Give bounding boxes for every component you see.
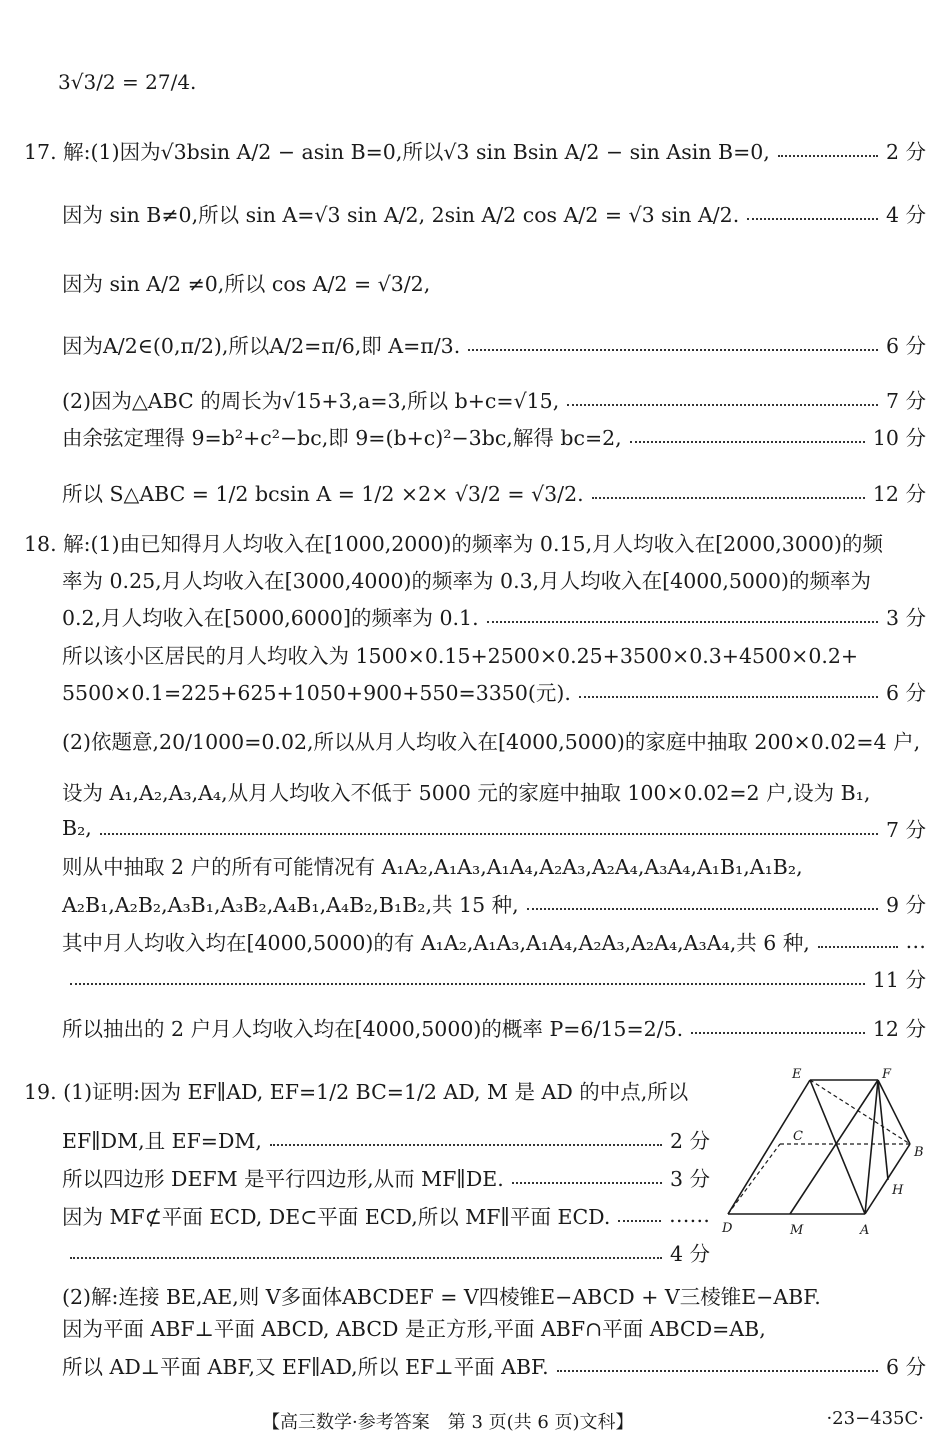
answer-text: 因为平面 ABF⊥平面 ABCD, ABCD 是正方形,平面 ABF∩平面 ABCD=AB,	[62, 1317, 766, 1341]
answer-line-l18j	[62, 883, 926, 923]
answer-text: 其中月人均收入均在[4000,5000)的有 A₁A₂,A₁A₃,A₁A₄,A₂A₃,A₂A₄,A₃A₄,共 6 种,	[62, 931, 810, 955]
answer-line-l17d	[62, 324, 926, 364]
dot-leader	[557, 1370, 878, 1372]
answer-text: 5500×0.1=225+625+1050+900+550=3350(元).	[62, 681, 571, 705]
answer-text: 所以 AD⊥平面 ABF,又 EF∥AD,所以 EF⊥平面 ABF.	[62, 1355, 549, 1379]
label-C: C	[793, 1129, 803, 1144]
answer-line-l18c	[62, 596, 926, 636]
answer-text: 18. 解:(1)由已知得月人均收入在[1000,2000)的频率为 0.15,月人均收入在[2000,3000)的频	[24, 532, 883, 556]
answer-line-l18b	[62, 559, 926, 599]
answer-line-l17f	[62, 416, 926, 456]
edge-MF	[790, 1080, 878, 1214]
answer-text: 由余弦定理得 9=b²+c²−bc,即 9=(b+c)²−3bc,解得 bc=2,	[62, 426, 622, 450]
answer-line-l19e	[62, 1232, 710, 1272]
answer-line-l18e	[62, 671, 926, 711]
answer-line-l18g	[62, 771, 926, 811]
edge-DC	[728, 1144, 780, 1214]
score-label: ……	[669, 1203, 710, 1227]
answer-line-l17a	[24, 130, 926, 170]
score-label: 12 分	[872, 1017, 926, 1041]
answer-text: 率为 0.25,月人均收入在[3000,4000)的频率为 0.3,月人均收入在[4000,5000)的频率为	[62, 569, 872, 593]
answer-text: B₂,	[62, 816, 92, 840]
score-label: 4 分	[669, 1242, 710, 1266]
label-M: M	[790, 1223, 804, 1238]
answer-text: 所以抽出的 2 户月人均收入均在[4000,5000)的概率 P=6/15=2/5.	[62, 1017, 684, 1041]
label-H: H	[892, 1183, 904, 1198]
score-label: 7 分	[885, 818, 926, 842]
page-footer	[0, 1404, 950, 1434]
answer-text: 因为A/2∈(0,π/2),所以A/2=π/6,即 A=π/3.	[62, 334, 461, 358]
score-label: 11 分	[872, 968, 926, 992]
answer-text: 19. (1)证明:因为 EF∥AD, EF=1/2 BC=1/2 AD, M 是 AD 的中点,所以	[24, 1080, 689, 1104]
answer-line-l19c	[62, 1157, 710, 1197]
score-label: 3 分	[669, 1167, 710, 1191]
answer-line-l19d	[62, 1195, 710, 1235]
answer-text: 0.2,月人均收入在[5000,6000]的频率为 0.1.	[62, 606, 479, 630]
answer-text: 则从中抽取 2 户的所有可能情况有 A₁A₂,A₁A₃,A₁A₄,A₂A₃,A₂A₄,A₃A₄,A₁B₁,A₁B₂,	[62, 855, 803, 879]
answer-line-l17c	[62, 262, 926, 302]
dot-leader	[70, 983, 865, 985]
dot-leader	[618, 1220, 661, 1222]
footer-code: ·23−435C·	[826, 1408, 924, 1429]
score-label: 4 分	[885, 203, 926, 227]
score-label: 6 分	[885, 334, 926, 358]
dot-leader	[270, 1144, 662, 1146]
dot-leader	[70, 1257, 662, 1259]
edge-EB	[810, 1080, 910, 1144]
dot-leader	[818, 946, 898, 948]
answer-line-l18l	[62, 958, 926, 998]
edge-DE	[728, 1080, 810, 1214]
answer-text: 所以 S△ABC = 1/2 bcsin A = 1/2 ×2× √3/2 = √3/2.	[62, 482, 584, 506]
answer-text: (2)依题意,20/1000=0.02,所以从月人均收入在[4000,5000)的家庭中抽取 200×0.02=4 户,	[62, 730, 921, 754]
footer-title: 【高三数学·参考答案 第 3 页(共 6 页)文科】	[262, 1412, 634, 1433]
label-D: D	[722, 1221, 733, 1236]
label-A: A	[860, 1223, 870, 1238]
answer-line-l18a	[24, 522, 926, 562]
answer-line-l17e	[62, 379, 926, 419]
score-label: 9 分	[885, 893, 926, 917]
answer-text: 因为 MF⊄平面 ECD, DE⊂平面 ECD,所以 MF∥平面 ECD.	[62, 1205, 611, 1229]
answer-line-l17g	[62, 472, 926, 512]
answer-text: 17. 解:(1)因为√3bsin A/2 − asin B=0,所以√3 sin Bsin A/2 − sin Asin B=0,	[24, 140, 770, 164]
answer-line-l18f	[62, 720, 926, 760]
score-label: 3 分	[885, 606, 926, 630]
edge-FH	[878, 1080, 888, 1180]
answer-text: A₂B₁,A₂B₂,A₃B₁,A₃B₂,A₄B₁,A₄B₂,B₁B₂,共 15 种,	[62, 893, 519, 917]
answer-line-l18i	[62, 845, 926, 885]
dot-leader	[691, 1032, 865, 1034]
dot-leader	[468, 349, 878, 351]
dot-leader	[592, 497, 865, 499]
score-label: 6 分	[885, 681, 926, 705]
dot-leader	[100, 833, 878, 835]
dot-leader	[747, 218, 878, 220]
label-B: B	[914, 1145, 924, 1160]
dot-leader	[527, 908, 878, 910]
answer-text: 所以该小区居民的月人均收入为 1500×0.15+2500×0.25+3500×0.3+4500×0.2+	[62, 644, 859, 668]
top-formula: 3√3/2 = 27/4.	[58, 70, 197, 94]
answer-line-l19h	[62, 1345, 926, 1385]
score-label: 6 分	[885, 1355, 926, 1379]
label-E: E	[792, 1067, 802, 1082]
answer-line-l18d	[62, 634, 926, 674]
dot-leader	[579, 696, 878, 698]
score-label: 10 分	[872, 426, 926, 450]
dot-leader	[487, 621, 878, 623]
dot-leader	[630, 441, 865, 443]
answer-line-l18m	[62, 1007, 926, 1047]
answer-text: (2)解:连接 BE,AE,则 V多面体ABCDEF = V四棱锥E−ABCD + V三棱锥E−ABF.	[62, 1285, 821, 1309]
answer-line-l19g	[62, 1307, 926, 1347]
answer-text: EF∥DM,且 EF=DM,	[62, 1129, 262, 1153]
geometry-figure	[720, 1060, 935, 1240]
answer-text: (2)因为△ABC 的周长为√15+3,a=3,所以 b+c=√15,	[62, 389, 560, 413]
score-label: 7 分	[885, 389, 926, 413]
label-F: F	[882, 1067, 892, 1082]
answer-line-l18k	[62, 921, 926, 961]
answer-line-l17b	[62, 193, 926, 233]
dot-leader	[778, 155, 878, 157]
answer-text: 因为 sin B≠0,所以 sin A=√3 sin A/2, 2sin A/2 cos A/2 = √3 sin A/2.	[62, 203, 740, 227]
answer-line-l19b	[62, 1119, 710, 1159]
dot-leader	[512, 1182, 662, 1184]
score-label: 12 分	[872, 482, 926, 506]
score-label: 2 分	[669, 1129, 710, 1153]
score-label: 2 分	[885, 140, 926, 164]
answer-text: 所以四边形 DEFM 是平行四边形,从而 MF∥DE.	[62, 1167, 504, 1191]
edge-FA	[865, 1080, 878, 1214]
answer-text: 因为 sin A/2 ≠0,所以 cos A/2 = √3/2,	[62, 272, 431, 296]
answer-line-l18h	[62, 808, 926, 848]
edge-EA	[810, 1080, 865, 1214]
dot-leader	[567, 404, 878, 406]
score-label: …	[905, 929, 926, 953]
answer-text: 设为 A₁,A₂,A₃,A₄,从月人均收入不低于 5000 元的家庭中抽取 100×0.02=2 户,设为 B₁,	[62, 781, 871, 805]
